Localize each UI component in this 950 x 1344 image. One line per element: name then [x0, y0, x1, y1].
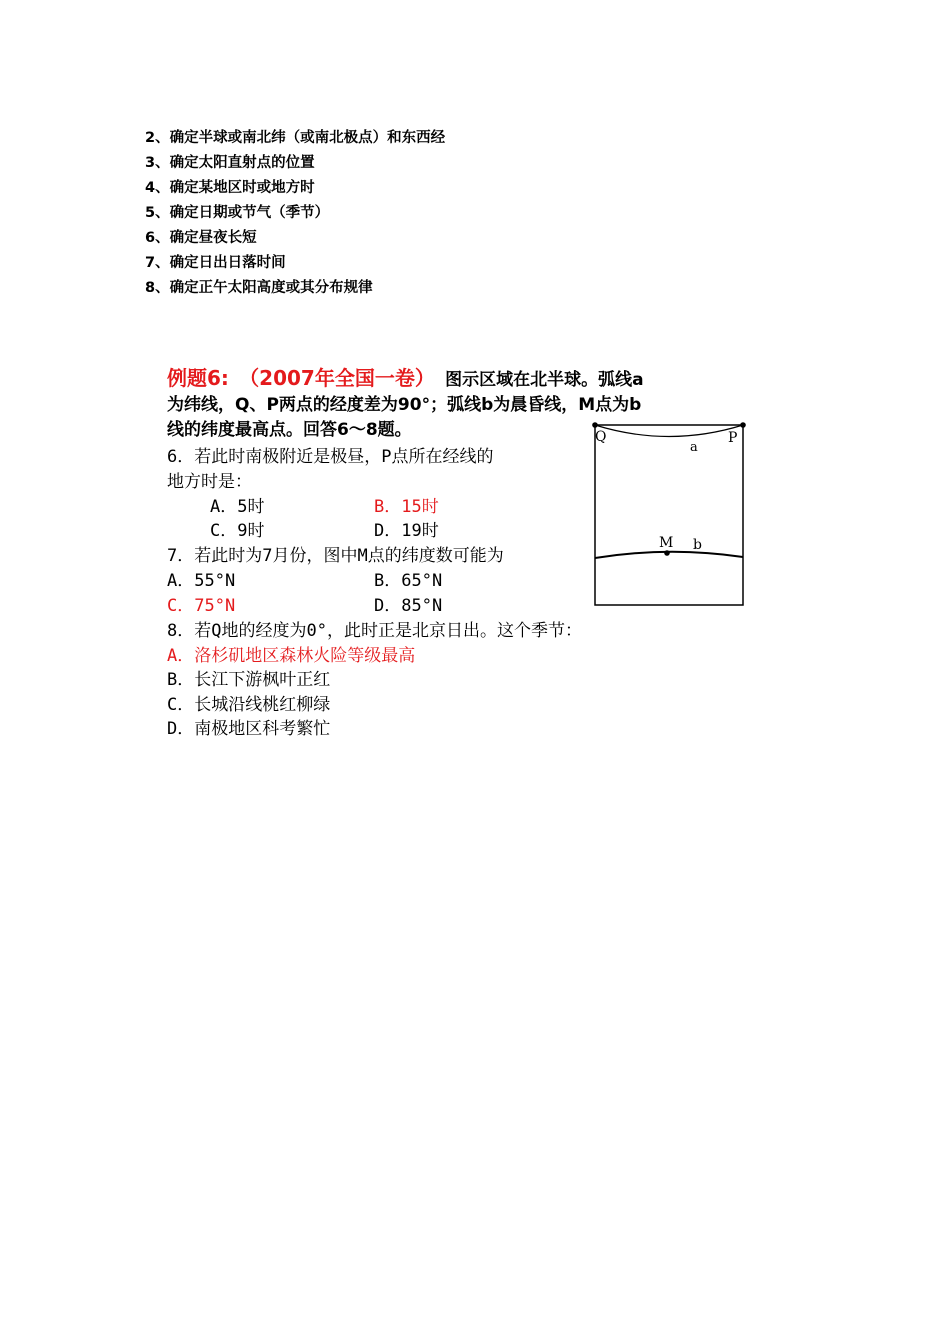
- example-intro-2: 为纬线，Q、P两点的经度差为90°；弧线b为晨昏线，M点为b: [167, 395, 642, 415]
- q8-option-c: C．长城沿线桃红柳绿: [167, 695, 331, 715]
- example-label: 例题6:: [167, 366, 229, 390]
- point-q: [592, 422, 598, 428]
- example-intro-3: 线的纬度最高点。回答6～8题。: [167, 420, 412, 440]
- example-heading: [167, 362, 644, 391]
- method-list: [145, 126, 445, 301]
- label-p: P: [728, 430, 738, 446]
- list-item: 6、确定昼夜长短: [145, 230, 257, 246]
- q8-stem: 8．若Q地的经度为0°，此时正是北京日出。这个季节：: [167, 621, 582, 641]
- list-item: 2、确定半球或南北纬（或南北极点）和东西经: [145, 130, 446, 146]
- label-b: b: [693, 537, 702, 553]
- label-a: a: [690, 440, 698, 455]
- q7-stem: 7．若此时为7月份，图中M点的纬度数可能为: [167, 546, 504, 566]
- list-item: 4、确定某地区时或地方时: [145, 180, 315, 196]
- point-m: [664, 550, 670, 556]
- q6-option-a: A．5时: [210, 497, 265, 517]
- q8-option-a-answer: A．洛杉矶地区森林火险等级最高: [167, 646, 416, 666]
- list-item: 7、确定日出日落时间: [145, 255, 286, 271]
- label-m: M: [659, 535, 674, 551]
- q7-option-c-answer: C．75°N: [167, 596, 236, 616]
- list-item: 3、确定太阳直射点的位置: [145, 155, 315, 171]
- q6-option-d: D．19时: [374, 521, 439, 541]
- figure-diagram: [590, 420, 750, 610]
- point-p: [740, 422, 746, 428]
- q7-option-b: B．65°N: [374, 571, 443, 591]
- figure-frame: [595, 425, 743, 605]
- list-item: 8、确定正午太阳高度或其分布规律: [145, 280, 373, 296]
- q6-stem-2: 地方时是：: [167, 472, 252, 492]
- arc-a: [595, 425, 743, 437]
- q8-option-d: D．南极地区科考繁忙: [167, 719, 331, 739]
- q6-option-c: C．9时: [210, 521, 265, 541]
- q6-option-b-answer: B．15时: [374, 497, 439, 517]
- q8-option-b: B．长江下游枫叶正红: [167, 670, 331, 690]
- list-item: 5、确定日期或节气（季节）: [145, 205, 330, 221]
- label-q: Q: [595, 429, 607, 445]
- example-intro-1: 图示区域在北半球。弧线a: [445, 370, 644, 390]
- q7-option-d: D．85°N: [374, 596, 443, 616]
- example-source: （2007年全国一卷）: [239, 366, 435, 390]
- q7-option-a: A．55°N: [167, 571, 236, 591]
- q6-stem-1: 6．若此时南极附近是极昼，P点所在经线的: [167, 447, 494, 467]
